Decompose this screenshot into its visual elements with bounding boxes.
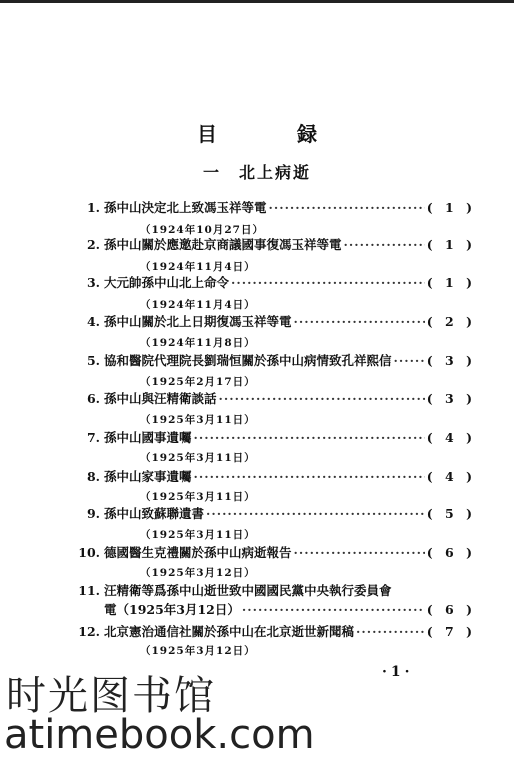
entry-title-continued: 電（1925年3月12日） — [104, 602, 240, 617]
entry-date: （1925年3月11日） — [140, 529, 256, 541]
leader-dots — [206, 506, 425, 521]
entry-title: 孫中山決定北上致馮玉祥等電 — [104, 200, 267, 215]
entry-number: 12. — [78, 624, 100, 639]
leader-dots — [344, 237, 425, 252]
entry-title: 孫中山關於應邀赴京商議國事復馮玉祥等電 — [104, 237, 342, 252]
entry-date: （1925年3月11日） — [140, 414, 256, 426]
entry-page: ( 7 ) — [426, 624, 476, 639]
watermark-text: 时光图书馆 — [6, 673, 216, 719]
entry-title: 孫中山致蘇聯遺書 — [104, 506, 205, 521]
leader-dots — [294, 545, 425, 560]
entry-number: 9. — [86, 506, 100, 521]
entry-number: 8. — [86, 469, 100, 484]
leader-dots — [219, 391, 425, 406]
entry-date: （1924年11月4日） — [140, 261, 256, 273]
entry-page: ( 1 ) — [426, 237, 476, 252]
entry-title: 孫中山關於北上日期復馮玉祥等電 — [104, 314, 292, 329]
entry-page: ( 5 ) — [426, 506, 476, 521]
page-title: 目 録 — [197, 122, 347, 146]
entry-number: 5. — [86, 353, 100, 368]
entry-page: ( 3 ) — [426, 391, 476, 406]
leader-dots — [394, 353, 425, 368]
leader-dots — [242, 602, 425, 617]
entry-page: ( 2 ) — [426, 314, 476, 329]
leader-dots — [269, 200, 425, 215]
entry-page: ( 1 ) — [426, 275, 476, 290]
entry-number: 4. — [86, 314, 100, 329]
leader-dots — [294, 314, 425, 329]
leader-dots — [194, 430, 425, 445]
entry-number: 1. — [86, 200, 100, 215]
entry-page: ( 1 ) — [426, 200, 476, 215]
entry-title: 孫中山國事遺囑 — [104, 430, 192, 445]
entry-title: 北京憲治通信社關於孫中山在北京逝世新聞稿 — [104, 624, 355, 639]
watermark-url: atimebook.com — [4, 712, 315, 758]
entry-number: 7. — [86, 430, 100, 445]
entry-number: 2. — [86, 237, 100, 252]
entry-number: 10. — [78, 545, 100, 560]
entry-title: 協和醫院代理院長劉瑞恒關於孫中山病情致孔祥熙信 — [104, 353, 392, 368]
entry-title: 大元帥孫中山北上命令 — [104, 275, 230, 290]
leader-dots — [356, 624, 425, 639]
entry-date: （1924年11月8日） — [140, 337, 256, 349]
entry-date: （1924年11月4日） — [140, 299, 256, 311]
entry-title: 孫中山與汪精衛談話 — [104, 391, 217, 406]
entry-date: （1925年2月17日） — [140, 376, 256, 388]
entry-date: （1925年3月12日） — [140, 567, 256, 579]
section-title: 一 北上病逝 — [202, 163, 311, 182]
entry-title: 汪精衛等爲孫中山逝世致中國國民黨中央執行委員會 — [104, 583, 392, 598]
entry-page: ( 4 ) — [426, 430, 476, 445]
entry-date: （1925年3月11日） — [140, 452, 256, 464]
entry-number: 11. — [78, 583, 100, 598]
entry-date: （1925年3月12日） — [140, 645, 256, 657]
entry-page: ( 6 ) — [426, 602, 476, 617]
leader-dots — [231, 275, 425, 290]
entry-page: ( 3 ) — [426, 353, 476, 368]
entry-number: 6. — [86, 391, 100, 406]
entry-number: 3. — [86, 275, 100, 290]
entry-page: ( 6 ) — [426, 545, 476, 560]
entry-date: （1925年3月11日） — [140, 491, 256, 503]
leader-dots — [194, 469, 425, 484]
entry-title: 德國醫生克禮關於孫中山病逝報告 — [104, 545, 292, 560]
entry-page: ( 4 ) — [426, 469, 476, 484]
entry-date: （1924年10月27日） — [140, 224, 264, 236]
entry-title: 孫中山家事遺囑 — [104, 469, 192, 484]
page-number: ·1· — [382, 664, 414, 680]
